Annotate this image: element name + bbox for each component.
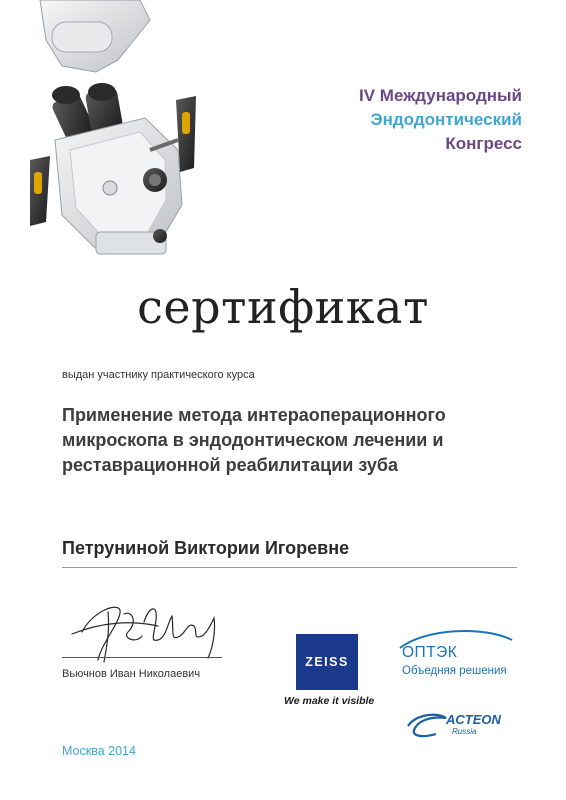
course-title-line1: Применение метода интераоперационного — [62, 405, 446, 425]
signature-line — [62, 657, 222, 658]
microscope-illustration — [0, 0, 225, 285]
course-title-line2: микроскопа в эндодонтическом лечении и — [62, 430, 444, 450]
acteon-logo-name: ACTEON — [446, 712, 501, 727]
optek-logo-subtitle: Объедняя решения — [402, 665, 507, 677]
certificate-title: сертификат — [137, 280, 429, 334]
issued-to-text: выдан участнику практического курса — [62, 369, 255, 381]
congress-title-line2: Эндодонтический — [370, 110, 522, 129]
zeiss-logo-text: ZEISS — [305, 655, 349, 669]
congress-title-line1: IV Международный — [359, 86, 522, 105]
zeiss-tagline: We make it visible — [284, 695, 375, 707]
course-title-line3: реставрационной реабилитации зуба — [62, 455, 398, 475]
signature-image — [62, 592, 232, 667]
acteon-logo-region: Russia — [452, 727, 477, 736]
optek-logo-name: ОПТЭК — [402, 644, 458, 661]
congress-title-line3: Конгресс — [445, 134, 522, 153]
zeiss-logo — [296, 634, 358, 690]
course-title — [62, 403, 522, 478]
city-year: Москва 2014 — [62, 744, 136, 758]
name-underline — [62, 567, 517, 568]
signer-name: Вьючнов Иван Николаевич — [62, 668, 201, 680]
participant-name: Петруниной Виктории Игоревне — [62, 538, 350, 558]
